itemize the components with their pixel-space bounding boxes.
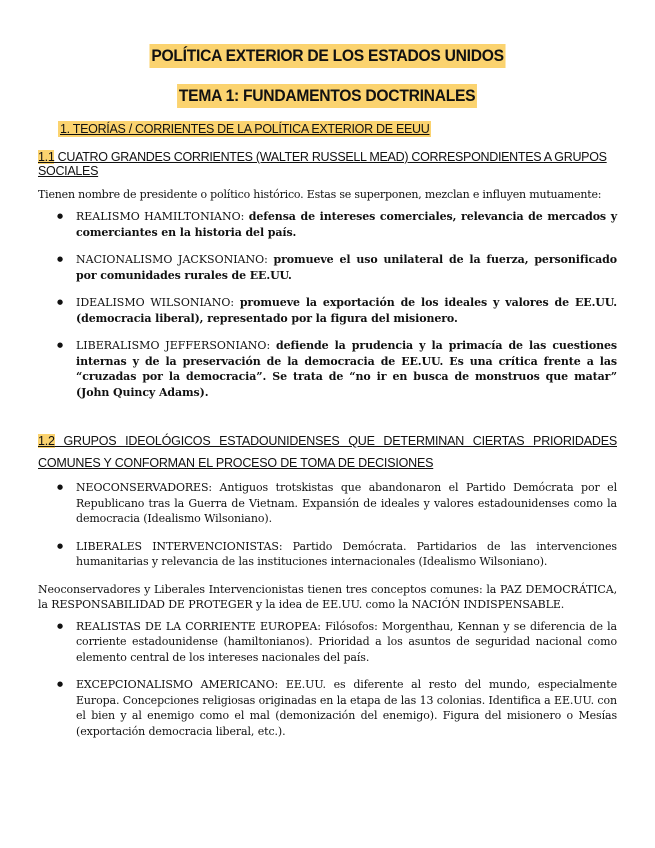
- item-desc: defensa de intereses comerciales, relevancia de mercados y comerciantes en la historia del país.: [76, 210, 617, 239]
- topic-title: TEMA 1: FUNDAMENTOS DOCTRINALES: [177, 84, 477, 108]
- document-title: POLÍTICA EXTERIOR DE LOS ESTADOS UNIDOS: [149, 44, 505, 68]
- subsection-heading-1-1: [38, 150, 617, 178]
- item-key: NACIONALISMO JACKSONIANO:: [76, 253, 274, 266]
- item-desc: Filósofos: Morgenthau, Kennan y se diferencia de la corriente estadounidense (hamiltonianos). Prioridad a los asuntos de seguridad nacional como elemento central de los intereses nacionales del país.: [76, 619, 617, 664]
- intro-paragraph: Tienen nombre de presidente o político histórico. Estas se superponen, mezclan e influyen mutuamente:: [38, 188, 602, 201]
- item-desc: promueve la exportación de los ideales y valores de EE.UU. (democracia liberal), representado por la figura del misionero.: [76, 296, 618, 325]
- list-item: [76, 252, 617, 283]
- currents-list: [38, 209, 617, 400]
- item-desc: defiende la prudencia y la primacía de las cuestiones internas y de la preservación de la democracia de EE.UU. Es una crítica frente a las “cruzadas por la democracia”. Se trata de “no ir en busca de monstruos que matar” (John Quincy Adams).: [76, 339, 617, 399]
- list-item: [76, 619, 617, 666]
- subsection-text: GRUPOS IDEOLÓGICOS ESTADOUNIDENSES QUE DETERMINAN CIERTAS PRIORIDADES COMUNES Y CONFORMAN EL PROCESO DE TOMA DE DECISIONES: [38, 434, 617, 470]
- subsection-number: 1.2: [38, 434, 55, 448]
- item-desc: promueve el uso unilateral de la fuerza, personificado por comunidades rurales de EE.UU.: [76, 253, 617, 282]
- title-block: [38, 44, 617, 68]
- list-item: [76, 480, 617, 527]
- section-heading-1: [58, 122, 617, 136]
- list-item: [76, 295, 617, 326]
- item-desc: Partido Demócrata. Partidarios de las intervenciones humanitarias y relevancia de las instituciones internacionales (Idealismo Wilsoniano).: [76, 539, 617, 568]
- subsection-heading-1-2: [38, 430, 617, 474]
- section-heading-1-text: 1. TEORÍAS / CORRIENTES DE LA POLÍTICA EXTERIOR DE EEUU: [60, 122, 430, 136]
- item-key: NEOCONSERVADORES:: [76, 481, 220, 494]
- item-key: LIBERALISMO JEFFERSONIANO:: [76, 339, 277, 352]
- item-key: REALISTAS DE LA CORRIENTE EUROPEA:: [76, 619, 326, 633]
- groups-list-b: [38, 619, 617, 740]
- list-item: [76, 338, 617, 400]
- subsection-number: 1.1: [38, 150, 55, 164]
- item-desc: Antiguos trotskistas que abandonaron el Partido Demócrata por el Republicano tras la Guerra de Vietnam. Expansión de ideales y valores estadounidenses como la democracia (Idealismo Wilsoniano).: [76, 481, 618, 525]
- item-key: IDEALISMO WILSONIANO:: [76, 296, 240, 309]
- topic-block: [38, 84, 617, 108]
- groups-list-a: [38, 480, 617, 570]
- shared-concepts-paragraph: Neoconservadores y Liberales Intervencionistas tienen tres conceptos comunes: la PAZ DEMOCRÁTICA, la RESPONSABILIDAD DE PROTEGER y la idea de EE.UU. como la NACIÓN INDISPENSABLE.: [38, 582, 617, 611]
- item-key: LIBERALES INTERVENCIONISTAS:: [76, 539, 293, 553]
- list-item: [76, 539, 617, 570]
- item-key: REALISMO HAMILTONIANO:: [76, 210, 249, 223]
- list-item: [76, 677, 617, 739]
- item-desc: EE.UU. es diferente al resto del mundo, especialmente Europa. Concepciones religiosas originadas en la etapa de las 13 colonias. Identifica a EE.UU. con el bien y al enemigo como el mal (demonización del enemigo). Figura del misionero o Mesías (exportación democracia liberal, etc.).: [76, 678, 617, 738]
- list-item: [76, 209, 617, 240]
- item-key: EXCEPCIONALISMO AMERICANO:: [76, 678, 286, 691]
- subsection-text: CUATRO GRANDES CORRIENTES (WALTER RUSSELL MEAD) CORRESPONDIENTES A GRUPOS SOCIALES: [38, 150, 607, 178]
